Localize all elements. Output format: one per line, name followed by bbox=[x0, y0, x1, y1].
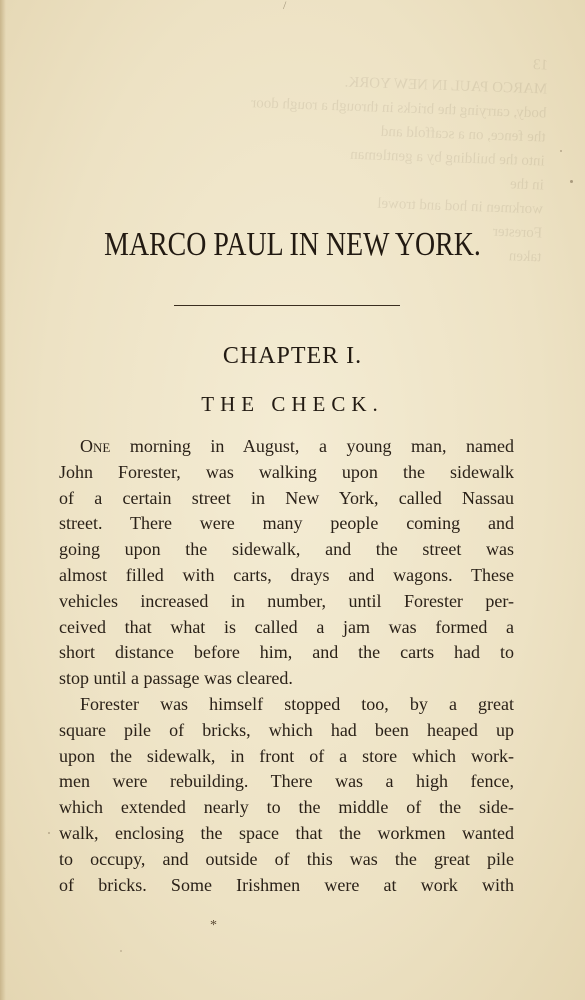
top-pen-mark: / bbox=[283, 0, 287, 12]
text-line: street. There were many people coming and bbox=[59, 513, 514, 534]
page-gutter-shadow bbox=[0, 0, 6, 1000]
text-line: vehicles increased in number, until Forester per- bbox=[59, 590, 514, 611]
bleed-line: MARCO PAUL IN NEW YORK. bbox=[344, 74, 548, 98]
text-line bbox=[59, 434, 514, 460]
body-text bbox=[59, 434, 514, 898]
bleed-through-text bbox=[251, 47, 549, 266]
drop-word: One bbox=[80, 436, 111, 456]
book-title: MARCO PAUL IN NEW YORK. bbox=[104, 226, 481, 263]
chapter-title: THE CHECK. bbox=[201, 392, 384, 416]
bleed-line: the fence, on a scaffold and bbox=[380, 123, 546, 146]
text-line: of a certain street in New York, called Nassau bbox=[59, 487, 514, 508]
paper-speck bbox=[48, 832, 50, 834]
text-line: which extended nearly to the middle of the side- bbox=[59, 797, 514, 818]
paper-speck bbox=[570, 180, 573, 183]
text-line: Forester was himself stopped too, by a great bbox=[80, 693, 514, 714]
chapter-heading: CHAPTER I. bbox=[222, 343, 363, 369]
text-line: almost filled with carts, drays and wagons. These bbox=[59, 564, 514, 585]
text-line: going upon the sidewalk, and the street was bbox=[59, 539, 514, 560]
text-line: upon the sidewalk, in front of a store which work- bbox=[59, 745, 514, 766]
bleed-line: in the bbox=[509, 176, 545, 194]
text-line: short distance before him, and the carts had to bbox=[59, 642, 514, 663]
text-line: walk, enclosing the space that the workmen wanted bbox=[59, 822, 514, 843]
text-line: ceived that what is called a jam was formed a bbox=[59, 616, 514, 637]
line-rest: morning in August, a young man, named bbox=[110, 436, 514, 456]
bleed-line: Forester bbox=[492, 223, 543, 242]
text-line: to occupy, and outside of this was the great pile bbox=[59, 848, 514, 869]
bleed-line: taken bbox=[508, 248, 542, 266]
bleed-line: workmen in hod and trowel bbox=[376, 195, 544, 218]
text-line: of bricks. Some Irishmen were at work with bbox=[59, 874, 514, 895]
paper-speck bbox=[120, 950, 122, 952]
title-rule bbox=[174, 305, 400, 306]
text-line: men were rebuilding. There was a high fence, bbox=[59, 771, 514, 792]
paper-speck bbox=[560, 150, 562, 152]
bleed-line: into the building by a gentleman bbox=[349, 146, 545, 170]
bleed-line: 13 bbox=[532, 57, 549, 74]
bottom-ink-mark: * bbox=[210, 918, 217, 933]
text-line: square pile of bricks, which had been heaped up bbox=[59, 719, 514, 740]
text-line: John Forester, was walking upon the sidewalk bbox=[59, 461, 514, 482]
text-line: stop until a passage was cleared. bbox=[59, 668, 293, 689]
bleed-line: body, carrying the bricks in through a rough door bbox=[251, 95, 547, 122]
